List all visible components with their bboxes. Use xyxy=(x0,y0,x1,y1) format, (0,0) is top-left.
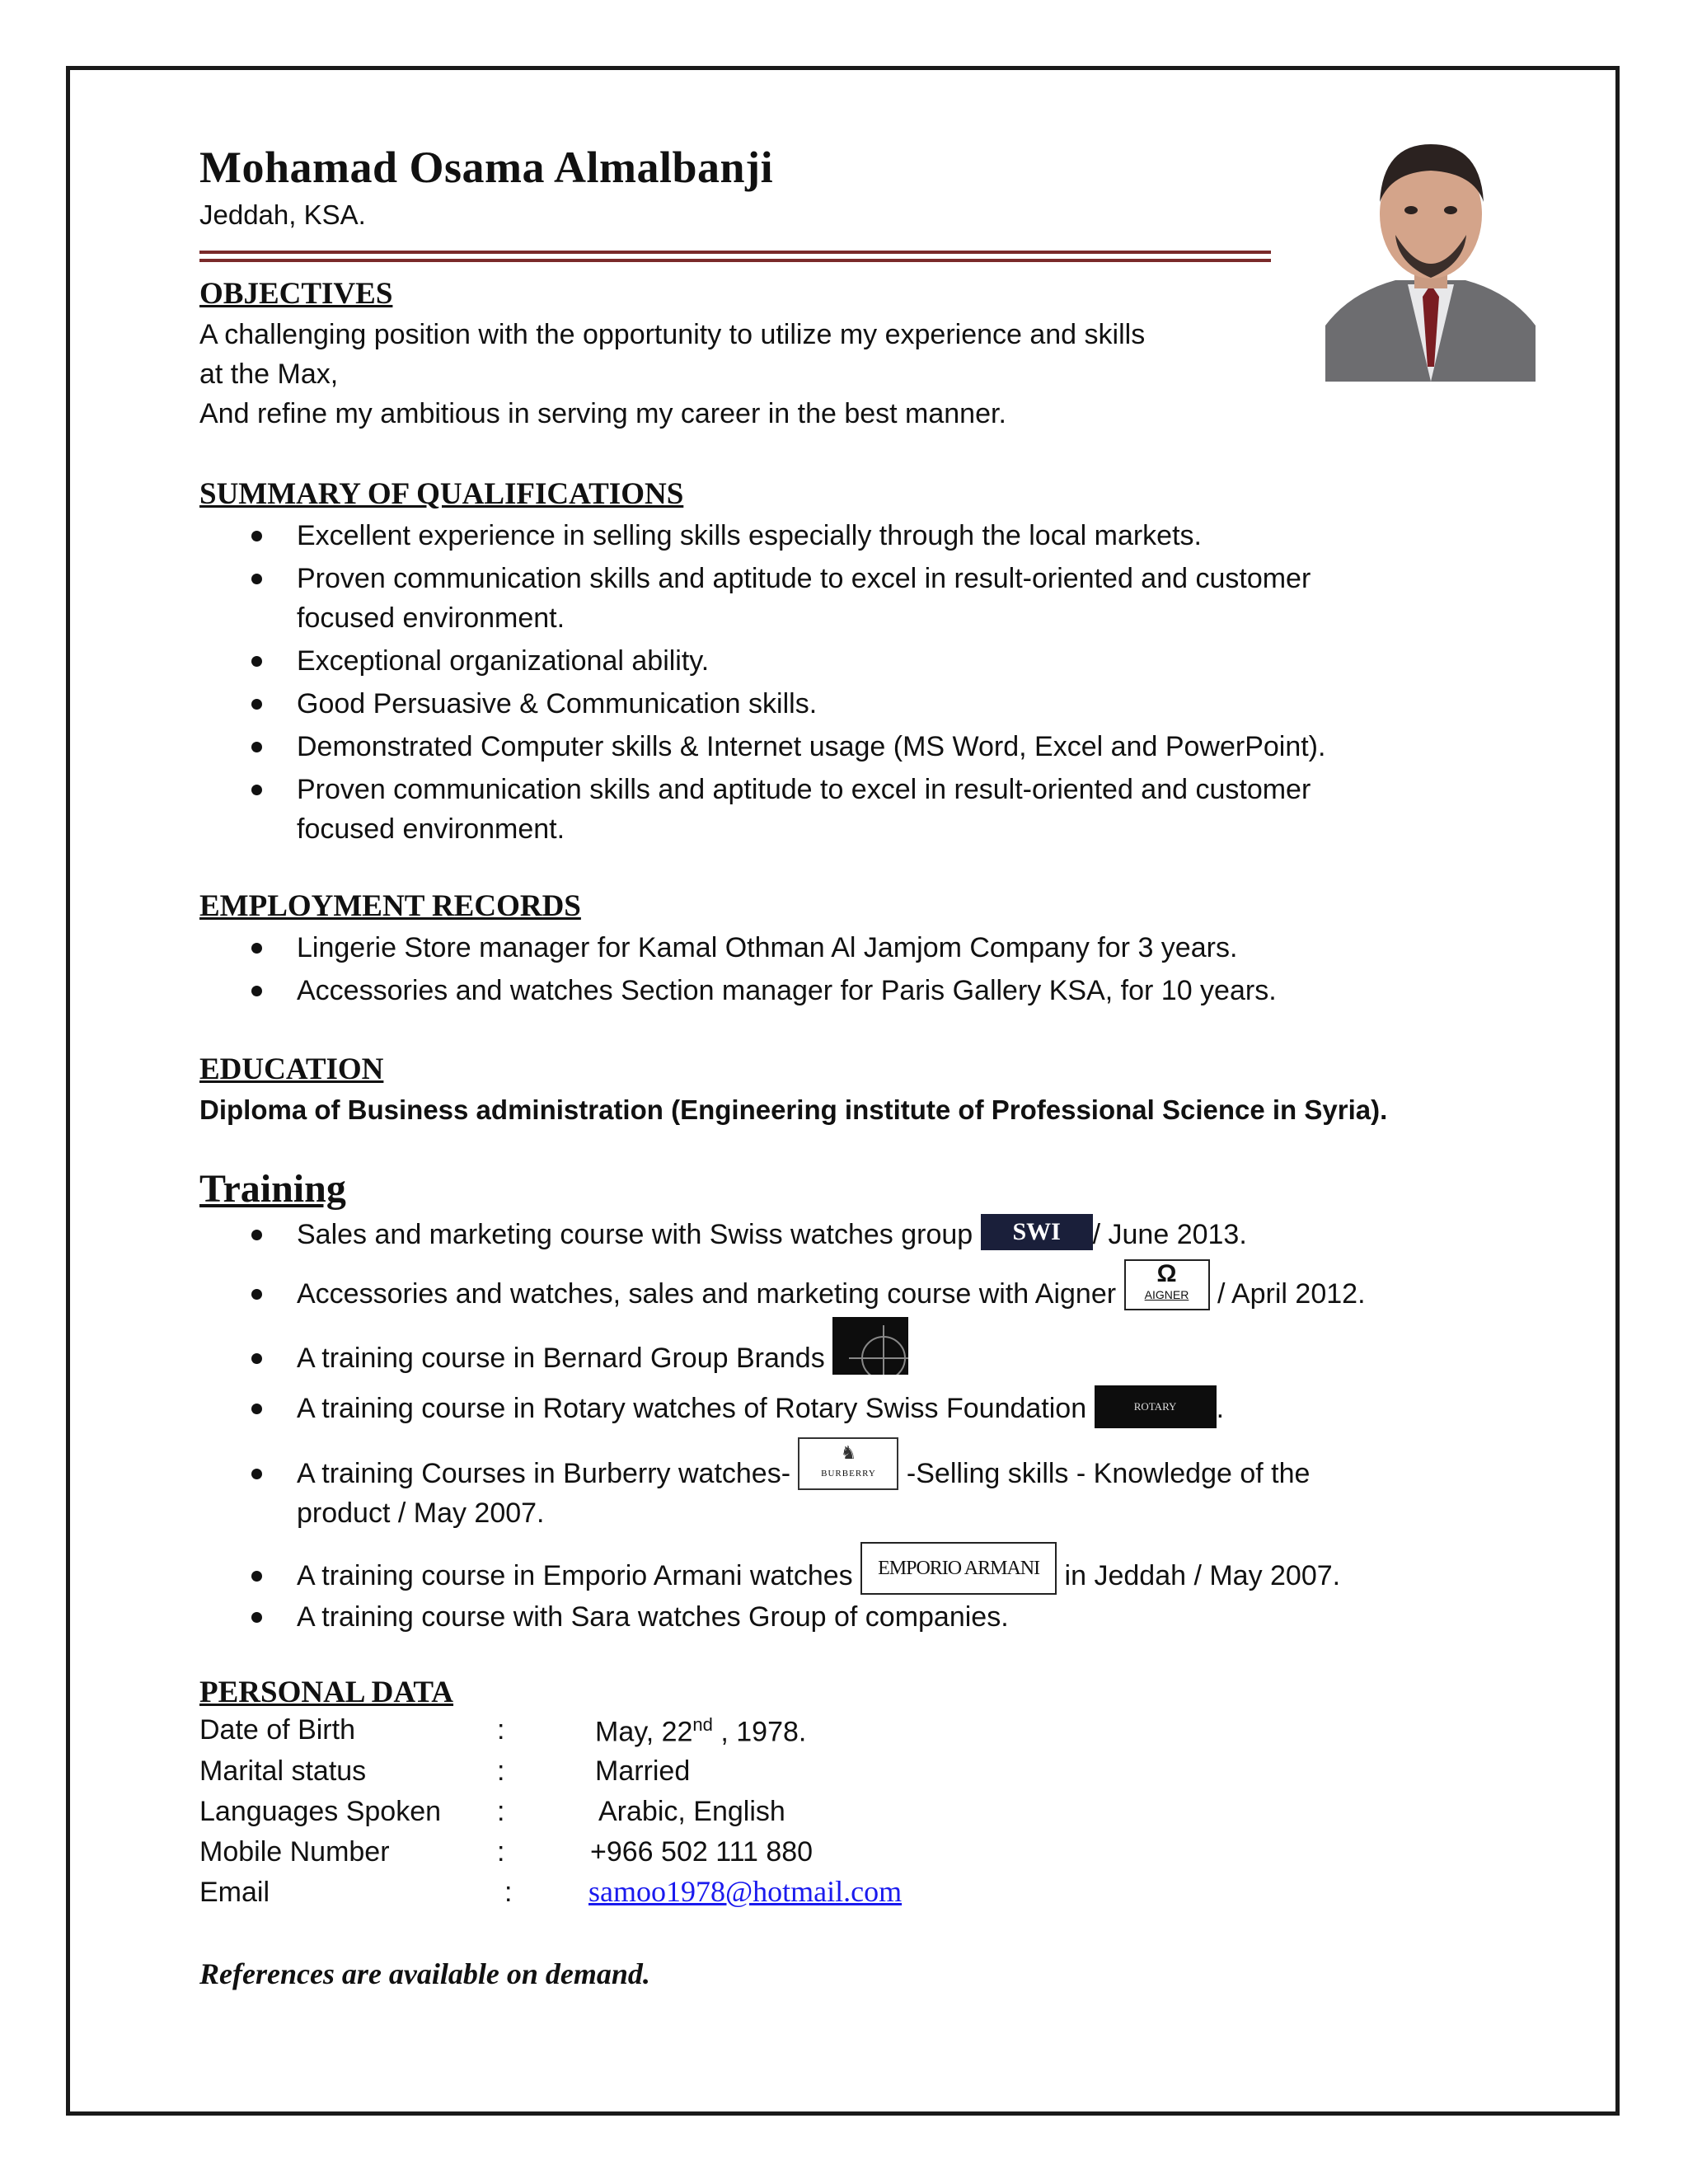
header-divider-bottom xyxy=(199,259,1271,262)
email-link[interactable]: samoo1978@hotmail.com xyxy=(588,1875,903,1908)
training-item-armani: A training course in Emporio Armani watches EMPORIO ARMANI in Jeddah / May 2007. xyxy=(251,1556,1340,1596)
bullet-icon xyxy=(251,1404,262,1414)
rotary-logo: ROTARY xyxy=(1095,1385,1217,1428)
training-item-burberry: A training Courses in Burberry watches- ♞ BURBERRY -Selling skills - Knowledge of the product / May 2007. xyxy=(251,1454,1310,1533)
bullet-icon xyxy=(251,1289,262,1300)
bullet-icon xyxy=(251,656,262,667)
emporio-armani-logo: EMPORIO ARMANI xyxy=(860,1542,1057,1595)
qualifications-list xyxy=(251,516,1325,849)
email-colon: : xyxy=(504,1877,513,1908)
bullet-icon xyxy=(251,1571,262,1582)
training-item-bernard: A training course in Bernard Group Brands xyxy=(251,1338,908,1378)
list-item: Lingerie Store manager for Kamal Othman Al Jamjom Company for 3 years. xyxy=(251,928,1277,968)
list-item: Proven communication skills and aptitude to excel in result-oriented and customer focused environment. xyxy=(251,770,1325,849)
mobile-value: +966 502 111 880 xyxy=(590,1836,814,1868)
bullet-icon xyxy=(251,943,262,954)
languages-value: Arabic, English xyxy=(598,1796,785,1827)
employment-heading: EMPLOYMENT RECORDS xyxy=(199,889,581,923)
qualifications-heading: SUMMARY OF QUALIFICATIONS xyxy=(199,477,684,511)
aigner-logo: Ω AIGNER xyxy=(1124,1259,1210,1310)
marital-status-value: Married xyxy=(595,1755,691,1787)
list-item: Good Persuasive & Communication skills. xyxy=(251,684,1325,724)
list-item: Excellent experience in selling skills especially through the local markets. xyxy=(251,516,1325,555)
training-heading: Training xyxy=(199,1167,346,1211)
email-label: Email xyxy=(199,1877,270,1908)
mobile-colon: : xyxy=(497,1836,505,1868)
bullet-icon xyxy=(251,574,262,584)
mobile-label: Mobile Number xyxy=(199,1836,390,1868)
bullet-icon xyxy=(251,1469,262,1479)
objectives-line: at the Max, xyxy=(199,359,339,390)
list-item: Proven communication skills and aptitude to excel in result-oriented and customer focused environment. xyxy=(251,559,1325,638)
burberry-logo: ♞ BURBERRY xyxy=(798,1437,898,1490)
marital-status-colon: : xyxy=(497,1755,505,1787)
education-text: Diploma of Business administration (Engineering institute of Professional Science in Syria). xyxy=(199,1094,1388,1125)
list-item: Demonstrated Computer skills & Internet usage (MS Word, Excel and PowerPoint). xyxy=(251,727,1325,766)
training-item-aigner: Accessories and watches, sales and marketing course with Aigner Ω AIGNER / April 2012. xyxy=(251,1274,1366,1314)
swi-logo: SWI xyxy=(981,1214,1093,1250)
bernard-group-logo xyxy=(832,1317,908,1375)
header-divider-top xyxy=(199,251,1271,254)
candidate-location: Jeddah, KSA. xyxy=(199,199,366,230)
bullet-icon xyxy=(251,1353,262,1364)
dob-value: May, 22nd , 1978. xyxy=(595,1714,807,1748)
employment-list xyxy=(251,928,1277,1010)
objectives-line: And refine my ambitious in serving my career in the best manner. xyxy=(199,398,1006,429)
marital-status-label: Marital status xyxy=(199,1755,367,1787)
profile-photo xyxy=(1325,120,1536,382)
dob-label: Date of Birth xyxy=(199,1714,355,1746)
bullet-icon xyxy=(251,1230,262,1240)
languages-colon: : xyxy=(497,1796,505,1827)
bullet-icon xyxy=(251,785,262,795)
training-item-rotary: A training course in Rotary watches of Rotary Swiss Foundation ROTARY . xyxy=(251,1389,1224,1428)
objectives-heading: OBJECTIVES xyxy=(199,277,393,311)
objectives-line: A challenging position with the opportunity to utilize my experience and skills xyxy=(199,319,1146,350)
list-item: Exceptional organizational ability. xyxy=(251,641,1325,681)
candidate-name: Mohamad Osama Almalbanji xyxy=(199,143,774,192)
training-item-swi: Sales and marketing course with Swiss watches group SWI / June 2013. xyxy=(251,1215,1247,1254)
languages-label: Languages Spoken xyxy=(199,1796,442,1827)
objectives-text xyxy=(199,315,1145,434)
bullet-icon xyxy=(251,986,262,996)
training-item-sara: A training course with Sara watches Group of companies. xyxy=(251,1597,1009,1637)
bullet-icon xyxy=(251,742,262,752)
dob-colon: : xyxy=(497,1714,505,1746)
references-note: References are available on demand. xyxy=(199,1957,650,1990)
bullet-icon xyxy=(251,699,262,710)
bullet-icon xyxy=(251,531,262,541)
bullet-icon xyxy=(251,1612,262,1623)
personal-data-heading: PERSONAL DATA xyxy=(199,1675,454,1709)
education-heading: EDUCATION xyxy=(199,1052,384,1086)
list-item: Accessories and watches Section manager for Paris Gallery KSA, for 10 years. xyxy=(251,971,1277,1010)
